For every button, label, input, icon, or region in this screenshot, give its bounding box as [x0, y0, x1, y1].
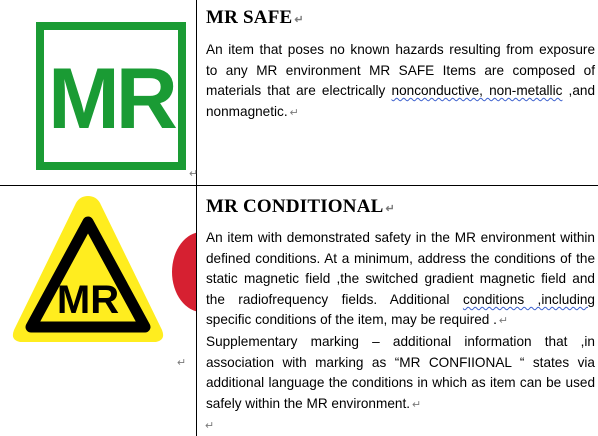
text-line: static magnetic field ,the switched gradient magnetic field and — [206, 271, 595, 287]
text-segment: safely within the MR environment. — [206, 395, 410, 411]
table-vertical-border — [196, 0, 197, 436]
mr-conditional-logo-text: MR — [56, 278, 120, 322]
mr-conditional-logo — [8, 190, 168, 360]
text-line: An item that poses no known hazards resulting from exposure — [206, 42, 595, 57]
text-line: association with marking as “MR CONFIIONAL “ states via — [206, 354, 595, 370]
text-line — [206, 310, 595, 332]
text-line — [206, 394, 595, 416]
cell-end-mark: ↵ — [205, 420, 215, 432]
mr-conditional-description — [206, 228, 595, 415]
paragraph-mark: ↵ — [498, 315, 509, 328]
text-line: An item with demonstrated safety in the MR environment within — [206, 230, 595, 245]
mr-safe-heading-text: MR SAFE — [206, 7, 293, 28]
text-line — [206, 81, 595, 102]
mr-safe-logo-frame — [36, 22, 186, 170]
red-symbol-edge — [172, 232, 196, 312]
text-line — [206, 290, 595, 311]
mr-conditional-heading-text: MR CONDITIONAL — [206, 196, 384, 217]
text-line: defined conditions. At a minimum, address the conditions of the — [206, 250, 595, 266]
mr-conditional-heading — [206, 196, 395, 218]
paragraph-mark: ↵ — [412, 398, 422, 411]
text-line — [206, 102, 595, 124]
spellcheck-underlined-text: conditions ,including — [462, 291, 595, 307]
text-line: additional language the conditions in which as item can be used — [206, 375, 595, 391]
cell-end-mark: ↵ — [189, 168, 199, 180]
table-horizontal-border — [0, 185, 598, 186]
mr-safe-heading — [206, 7, 304, 29]
text-segment: specific conditions of the item, may be required . — [206, 312, 497, 328]
mr-safe-logo-text: MR — [48, 51, 174, 147]
paragraph-mark: ↵ — [289, 106, 299, 119]
text-line: to any MR environment MR SAFE Items are composed of — [206, 62, 595, 78]
text-line: Supplementary marking – additional information that ,in — [206, 333, 595, 349]
text-segment: materials that are electrically — [206, 83, 386, 99]
cell-end-mark: ↵ — [177, 357, 187, 369]
paragraph-mark: ↵ — [294, 14, 304, 26]
spellcheck-underlined-text: nonconductive, non-metallic — [391, 83, 563, 99]
text-segment: the radiofrequency fields. Additional — [206, 291, 450, 307]
text-segment: nonmagnetic. — [206, 103, 288, 119]
text-segment: ,and — [562, 83, 596, 99]
mr-safe-description — [206, 40, 595, 123]
paragraph-mark: ↵ — [385, 203, 395, 215]
